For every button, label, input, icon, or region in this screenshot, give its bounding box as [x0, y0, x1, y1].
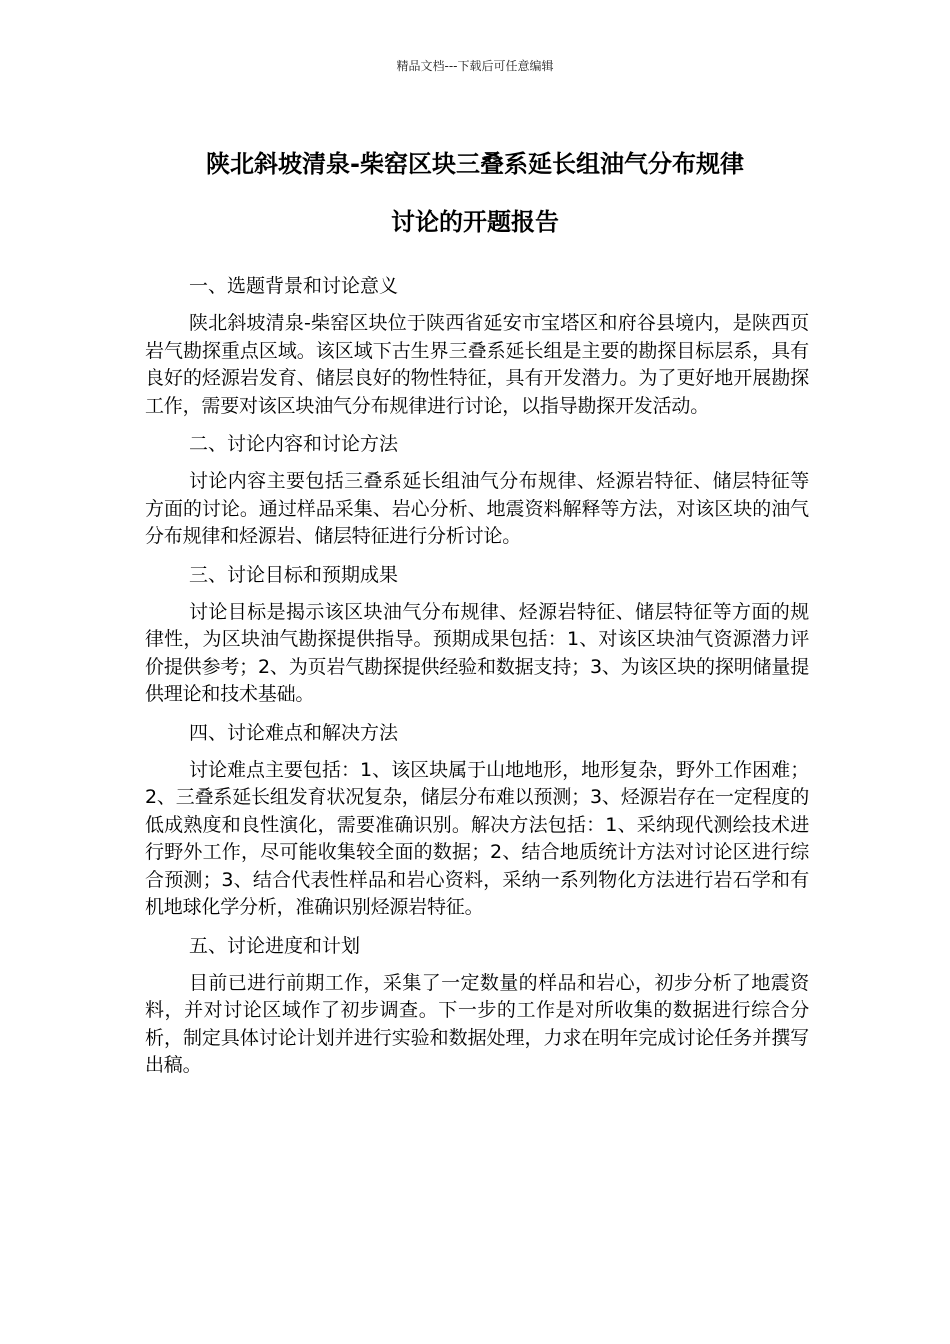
section-difficulties: [145, 719, 809, 922]
section-heading: 二、讨论内容和讨论方法: [189, 433, 399, 455]
section-paragraph: 讨论目标是揭示该区块油气分布规律、烃源岩特征、储层特征等方面的规律性，为区块油气勘探提供指导。预期成果包括：1、对该区块油气资源潜力评价提供参考；2、为页岩气勘探提供经验和数据支持；3、为该区块的探明储量提供理论和技术基础。: [145, 600, 809, 705]
section-paragraph: 目前已进行前期工作，采集了一定数量的样品和岩心，初步分析了地震资料，并对讨论区域作了初步调查。下一步的工作是对所收集的数据进行综合分析，制定具体讨论计划并进行实验和数据处理，力求在明年完成讨论任务并撰写出稿。: [145, 971, 809, 1076]
section-background: [145, 272, 809, 420]
section-paragraph: 讨论内容主要包括三叠系延长组油气分布规律、烃源岩特征、储层特征等方面的讨论。通过样品采集、岩心分析、地震资料解释等方法，对该区块的油气分布规律和烃源岩、储层特征进行分析讨论。: [145, 470, 809, 547]
section-paragraph: 陕北斜坡清泉-柴窑区块位于陕西省延安市宝塔区和府谷县境内，是陕西页岩气勘探重点区域。该区域下古生界三叠系延长组是主要的勘探目标层系，具有良好的烃源岩发育、储层良好的物性特征，具有开发潜力。为了更好地开展勘探工作，需要对该区块油气分布规律进行讨论，以指导勘探开发活动。: [145, 312, 809, 417]
section-schedule: [145, 932, 809, 1080]
section-paragraph: 讨论难点主要包括：1、该区块属于山地地形，地形复杂，野外工作困难；2、三叠系延长组发育状况复杂，储层分布难以预测；3、烃源岩存在一定程度的低成熟度和良性演化，需要准确识别。解决方法包括：1、采纳现代测绘技术进行野外工作，尽可能收集较全面的数据；2、结合地质统计方法对讨论区进行综合预测；3、结合代表性样品和岩心资料，采纳一系列物化方法进行岩石学和有机地球化学分析，准确识别烃源岩特征。: [145, 758, 809, 918]
section-content-methods: [145, 430, 809, 551]
section-heading: 四、讨论难点和解决方法: [189, 721, 399, 744]
document-title: [100, 135, 850, 251]
section-goals: [145, 561, 809, 709]
page-header: 精品文档---下载后可任意编辑: [396, 59, 554, 73]
section-heading: 三、讨论目标和预期成果: [189, 563, 399, 586]
document-body: [145, 272, 809, 1090]
title-line-2: 讨论的开题报告: [391, 208, 559, 236]
section-heading: 五、讨论进度和计划: [189, 934, 361, 957]
section-heading: 一、选题背景和讨论意义: [189, 275, 399, 297]
title-line-1: 陕北斜坡清泉-柴窑区块三叠系延长组油气分布规律: [206, 150, 744, 178]
